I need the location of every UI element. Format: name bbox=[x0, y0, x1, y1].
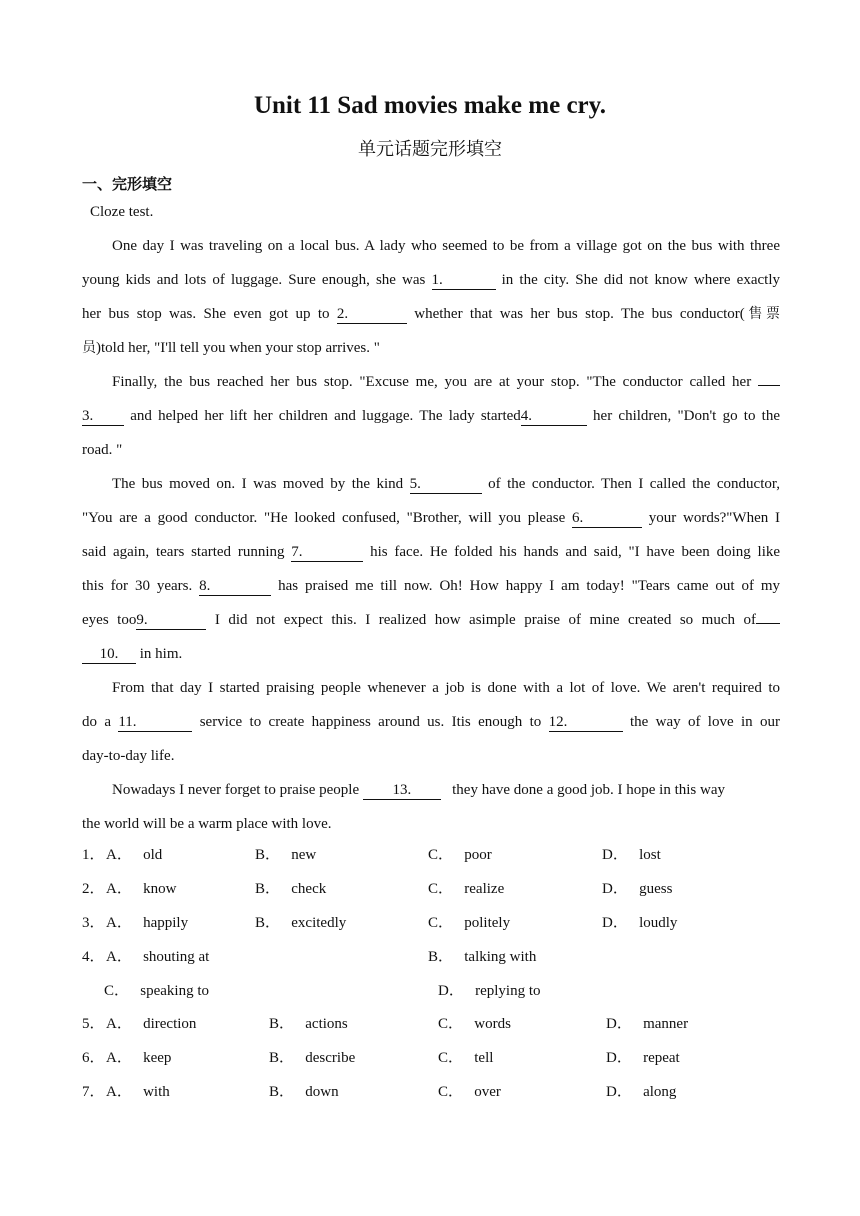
option-b[interactable]: B． new bbox=[255, 847, 317, 863]
option-b[interactable]: B． talking with bbox=[428, 949, 537, 965]
option-a[interactable]: A． with bbox=[106, 1084, 170, 1100]
passage-line: One day I was traveling on a local bus. A lady who seemed to be from a village got on the bus with three bbox=[112, 238, 780, 254]
passage-line: eyes too9. I did not expect this. I realized how asimple praise of mine created so much of bbox=[82, 608, 780, 632]
page-title: Unit 11 Sad movies make me cry. bbox=[253, 92, 607, 119]
blank-2[interactable]: 2. bbox=[337, 306, 407, 324]
blank-6[interactable]: 6. bbox=[572, 510, 642, 528]
blank-9[interactable]: 9. bbox=[136, 612, 206, 630]
option-a[interactable]: A． know bbox=[106, 881, 177, 897]
option-a[interactable]: A． direction bbox=[106, 1016, 197, 1032]
option-a[interactable]: A． shouting at bbox=[106, 949, 210, 965]
blank-10-start[interactable] bbox=[756, 623, 780, 624]
question-number: 1． bbox=[82, 847, 105, 863]
question-number: 5． bbox=[82, 1016, 105, 1032]
passage-line: "You are a good conductor. "He looked confused, "Brother, will you please 6. your words?"When I bbox=[82, 510, 780, 526]
option-d[interactable]: D． manner bbox=[606, 1016, 689, 1032]
option-c[interactable]: C． poor bbox=[428, 847, 492, 863]
passage-line: Nowadays I never forget to praise people 13. they have done a good job. I hope in this way bbox=[112, 782, 725, 798]
instruction: Cloze test. bbox=[90, 204, 154, 220]
blank-1[interactable]: 1. bbox=[432, 272, 496, 290]
blank-7[interactable]: 7. bbox=[291, 544, 363, 562]
passage-line: Finally, the bus reached her bus stop. "Excuse me, you are at your stop. "The conductor called her bbox=[82, 370, 780, 394]
passage-line: From that day I started praising people whenever a job is done with a lot of love. We aren't required to bbox=[112, 680, 780, 696]
option-d[interactable]: D． along bbox=[606, 1084, 677, 1100]
passage-line: day-to-day life. bbox=[82, 748, 175, 764]
blank-10[interactable]: 10. bbox=[82, 646, 136, 664]
option-d[interactable]: D． replying to bbox=[438, 983, 541, 999]
blank-3-start[interactable] bbox=[758, 385, 780, 386]
blank-13[interactable]: 13. bbox=[363, 782, 441, 800]
option-b[interactable]: B． excitedly bbox=[255, 915, 347, 931]
option-c[interactable]: C． speaking to bbox=[104, 983, 210, 999]
option-b[interactable]: B． actions bbox=[269, 1016, 348, 1032]
blank-3[interactable]: 3. bbox=[82, 408, 124, 426]
option-d[interactable]: D． lost bbox=[602, 847, 661, 863]
option-c[interactable]: C． politely bbox=[428, 915, 511, 931]
option-d[interactable]: D． loudly bbox=[602, 915, 678, 931]
passage-line: The bus moved on. I was moved by the kind 5. of the conductor. Then I called the conductor, bbox=[112, 476, 781, 492]
blank-8[interactable]: 8. bbox=[199, 578, 271, 596]
question-number: 3． bbox=[82, 915, 105, 931]
section-heading: 一、完形填空 bbox=[82, 175, 173, 193]
passage-line: the world will be a warm place with love. bbox=[82, 816, 332, 832]
option-b[interactable]: B． down bbox=[269, 1084, 339, 1100]
passage-line: this for 30 years. 8. has praised me till now. Oh! How happy I am today! "Tears came out of my bbox=[82, 578, 781, 594]
option-d[interactable]: D． repeat bbox=[606, 1050, 680, 1066]
option-a[interactable]: A． keep bbox=[106, 1050, 172, 1066]
question-number: 4． bbox=[82, 949, 105, 965]
question-number: 7． bbox=[82, 1084, 105, 1100]
blank-5[interactable]: 5. bbox=[410, 476, 482, 494]
passage-line: young kids and lots of luggage. Sure enough, she was 1. in the city. She did not know where exactly bbox=[82, 272, 780, 288]
option-c[interactable]: C． over bbox=[438, 1084, 501, 1100]
blank-11[interactable]: 11. bbox=[118, 714, 192, 732]
blank-12[interactable]: 12. bbox=[549, 714, 623, 732]
passage-line: 10. in him. bbox=[82, 642, 780, 666]
question-number: 6． bbox=[82, 1050, 105, 1066]
passage-line: 3. and helped her lift her children and luggage. The lady started4. her children, "Don't go to the bbox=[82, 408, 781, 424]
option-a[interactable]: A． happily bbox=[106, 915, 189, 931]
passage-line: said again, tears started running 7. his face. He folded his hands and said, "I have been doing like bbox=[82, 544, 781, 560]
passage-line: do a 11. service to create happiness around us. Itis enough to 12. the way of love in our bbox=[82, 714, 780, 730]
option-c[interactable]: C． words bbox=[438, 1016, 511, 1032]
blank-4[interactable]: 4. bbox=[521, 408, 587, 426]
option-b[interactable]: B． check bbox=[255, 881, 327, 897]
page-subtitle: 单元话题完形填空 bbox=[358, 139, 502, 160]
passage-line: her bus stop was. She even got up to 2. whether that was her bus stop. The bus conductor(售票 bbox=[82, 306, 780, 322]
passage-line: 员)told her, "I'll tell you when your stop arrives. " bbox=[82, 340, 380, 356]
passage-line: road. " bbox=[82, 442, 123, 458]
option-b[interactable]: B． describe bbox=[269, 1050, 356, 1066]
option-c[interactable]: C． tell bbox=[438, 1050, 494, 1066]
question-number: 2． bbox=[82, 881, 105, 897]
option-d[interactable]: D． guess bbox=[602, 881, 673, 897]
option-a[interactable]: A． old bbox=[106, 847, 163, 863]
option-c[interactable]: C． realize bbox=[428, 881, 505, 897]
